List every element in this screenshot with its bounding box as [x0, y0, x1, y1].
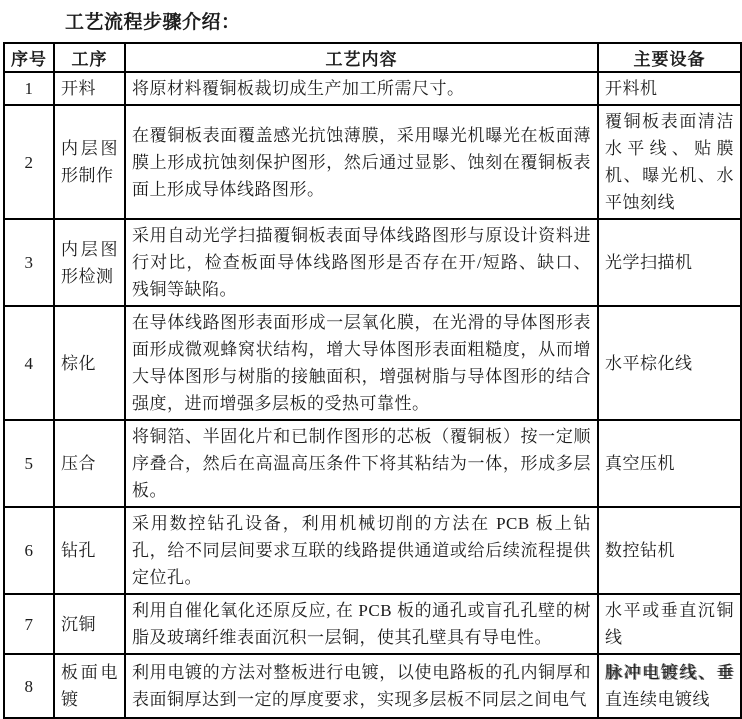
cell-seq: 7: [4, 594, 54, 654]
cell-process: 板面电镀: [54, 654, 125, 718]
cell-equipment: 数控钻机: [598, 507, 741, 594]
table-body: [4, 72, 741, 718]
cell-process: 内层图形检测: [54, 219, 125, 306]
cell-content: 在导体线路图形表面形成一层氧化膜，在光滑的导体图形表面形成微观蜂窝状结构，增大导体图形表面粗糙度，从而增大导体图形与树脂的接触面积，增强树脂与导体图形的结合强度，进而增强多层板的受热可靠性。: [125, 306, 598, 420]
cell-seq: 1: [4, 72, 54, 105]
cell-process: 开料: [54, 72, 125, 105]
cell-process: 内层图形制作: [54, 105, 125, 219]
table-row: [4, 105, 741, 219]
table-row: [4, 306, 741, 420]
cell-seq: 2: [4, 105, 54, 219]
table-row: [4, 594, 741, 654]
column-header-equipment: 主要设备: [598, 43, 741, 72]
cell-content: 利用电镀的方法对整板进行电镀，以使电路板的孔内铜厚和表面铜厚达到一定的厚度要求，实现多层板不同层之间电气: [125, 654, 598, 718]
column-header-process: 工序: [54, 43, 125, 72]
cell-seq: 5: [4, 420, 54, 507]
column-header-content: 工艺内容: [125, 43, 598, 72]
cell-process: 钻孔: [54, 507, 125, 594]
cell-equipment: 真空压机: [598, 420, 741, 507]
cell-content: 采用数控钻孔设备，利用机械切削的方法在 PCB 板上钻孔，给不同层间要求互联的线路提供通道或给后续流程提供定位孔。: [125, 507, 598, 594]
cell-equipment: 光学扫描机: [598, 219, 741, 306]
cell-equipment: 水平棕化线: [598, 306, 741, 420]
cell-process: 棕化: [54, 306, 125, 420]
cell-seq: 8: [4, 654, 54, 718]
cell-content: 采用自动光学扫描覆铜板表面导体线路图形与原设计资料进行对比，检查板面导体线路图形是否存在开/短路、缺口、残铜等缺陷。: [125, 219, 598, 306]
cell-process: 沉铜: [54, 594, 125, 654]
cell-content: 将原材料覆铜板裁切成生产加工所需尺寸。: [125, 72, 598, 105]
table-row: [4, 72, 741, 105]
cell-process: 压合: [54, 420, 125, 507]
cell-equipment: 覆铜板表面清洁水平线、贴膜机、曝光机、水平蚀刻线: [598, 105, 741, 219]
table-row: [4, 420, 741, 507]
table-header-row: [4, 43, 741, 72]
cell-equipment: 脉冲电镀线、垂直连续电镀线: [598, 654, 741, 718]
cell-content: 利用自催化氧化还原反应, 在 PCB 板的通孔或盲孔孔壁的树脂及玻璃纤维表面沉积一层铜，使其孔壁具有导电性。: [125, 594, 598, 654]
cell-content: 在覆铜板表面覆盖感光抗蚀薄膜，采用曝光机曝光在板面薄膜上形成抗蚀刻保护图形，然后通过显影、蚀刻在覆铜板表面上形成导体线路图形。: [125, 105, 598, 219]
cell-seq: 6: [4, 507, 54, 594]
cell-seq: 3: [4, 219, 54, 306]
table-row: [4, 654, 741, 718]
process-table: [3, 42, 742, 719]
cell-content: 将铜箔、半固化片和已制作图形的芯板（覆铜板）按一定顺序叠合，然后在高温高压条件下将其粘结为一体，形成多层板。: [125, 420, 598, 507]
cell-equipment: 水平或垂直沉铜线: [598, 594, 741, 654]
document-page: [0, 7, 742, 719]
table-row: [4, 219, 741, 306]
cell-seq: 4: [4, 306, 54, 420]
column-header-seq: 序号: [4, 43, 54, 72]
cell-equipment: 开料机: [598, 72, 741, 105]
section-title: 工艺流程步骤介绍：: [65, 12, 241, 33]
table-row: [4, 507, 741, 594]
